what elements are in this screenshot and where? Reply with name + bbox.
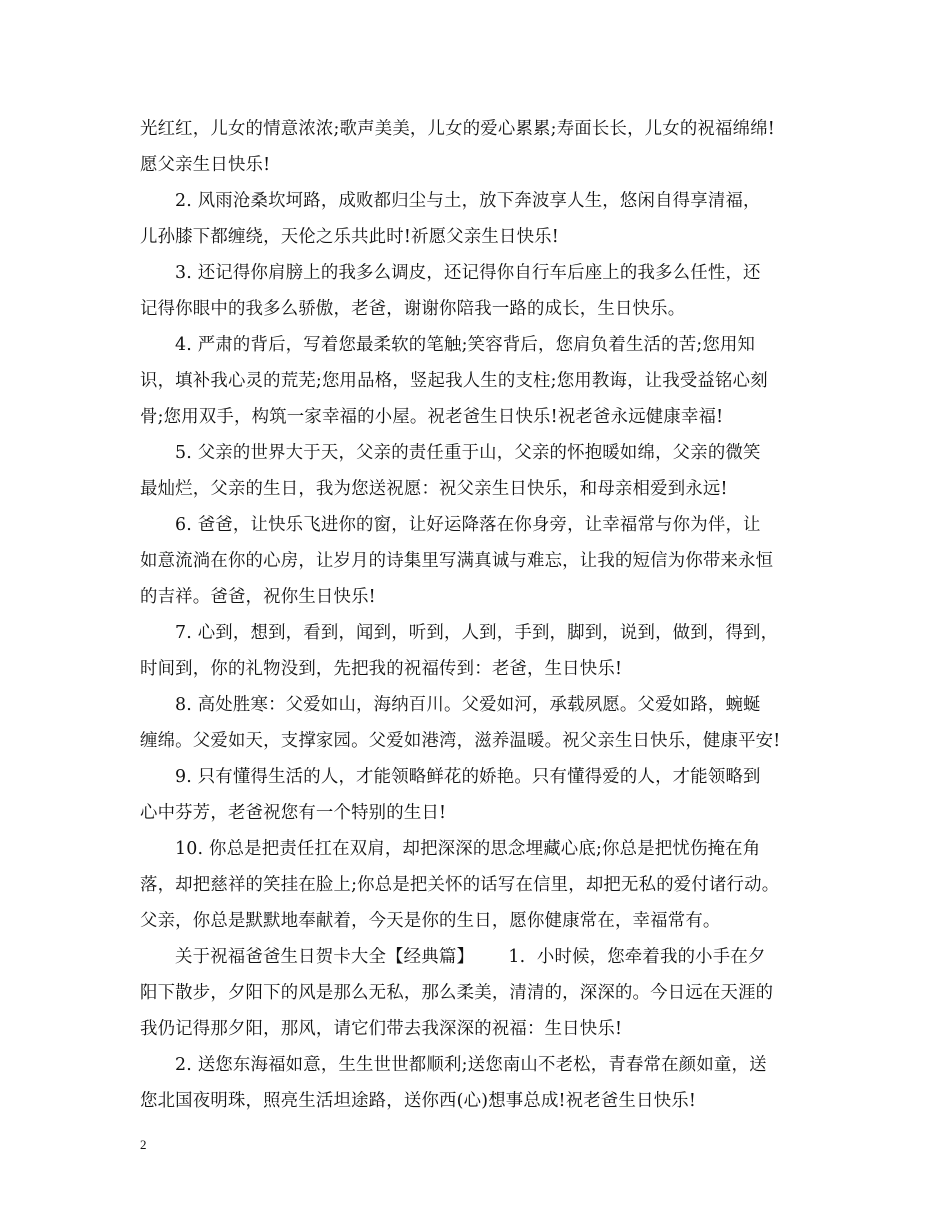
text-line: 关于祝福爸爸生日贺卡大全【经典篇】 1. 小时候，您牵着我的小手在夕 [175,947,766,967]
text-line: 落，却把慈祥的笑挂在脸上;你总是把关怀的话写在信里，却把无私的爱付诸行动。 [140,875,780,895]
text-line: 9. 只有懂得生活的人，才能领略鲜花的娇艳。只有懂得爱的人，才能领略到 [175,767,761,787]
text-line: 4. 严肃的背后，写着您最柔软的笔触;笑容背后，您肩负着生活的苦;您用知 [175,335,756,355]
text-line: 5. 父亲的世界大于天，父亲的责任重于山，父亲的怀抱暖如绵，父亲的微笑 [175,443,761,463]
text-line: 2. 风雨沧桑坎坷路，成败都归尘与土，放下奔波享人生，悠闲自得享清福， [175,191,761,211]
text-line: 愿父亲生日快乐! [140,155,271,175]
text-line: 2. 送您东海福如意，生生世世都顺利;送您南山不老松，青春常在颜如童，送 [175,1055,767,1075]
text-line: 时间到，你的礼物没到，先把我的祝福传到：老爸，生日快乐! [140,659,623,679]
text-line: 缠绵。父爱如天，支撑家园。父爱如港湾，滋养温暖。祝父亲生日快乐，健康平安! [140,731,781,751]
text-line: 父亲，你总是默默地奉献着，今天是你的生日，愿你健康常在，幸福常有。 [140,911,721,931]
page-number: 2 [140,1137,147,1152]
text-line: 心中芬芳，老爸祝您有一个特别的生日! [140,803,447,823]
text-line: 6. 爸爸，让快乐飞进你的窗，让好运降落在你身旁，让幸福常与你为伴，让 [175,515,761,535]
text-line: 的吉祥。爸爸，祝你生日快乐! [140,587,376,607]
text-line: 您北国夜明珠，照亮生活坦途路，送你西(心)想事总成!祝老爸生日快乐! [140,1091,697,1111]
text-line: 最灿烂，父亲的生日，我为您送祝愿：祝父亲生日快乐，和母亲相爱到永远! [140,479,728,499]
text-line: 儿孙膝下都缠绕，天伦之乐共此时!祈愿父亲生日快乐! [140,227,559,247]
text-line: 8. 高处胜寒：父爱如山，海纳百川。父爱如河，承载夙愿。父爱如路，蜿蜒 [175,695,761,715]
text-line: 识，填补我心灵的荒芜;您用品格，竖起我人生的支柱;您用教诲，让我受益铭心刻 [140,371,768,391]
text-line: 7. 心到，想到，看到，闻到，听到，人到，手到，脚到，说到，做到，得到， [175,623,779,643]
text-line: 骨;您用双手，构筑一家幸福的小屋。祝老爸生日快乐!祝老爸永远健康幸福! [140,407,724,427]
text-line: 光红红，儿女的情意浓浓;歌声美美，儿女的爱心累累;寿面长长，儿女的祝福绵绵! [140,119,775,139]
text-line: 记得你眼中的我多么骄傲，老爸，谢谢你陪我一路的成长，生日快乐。 [140,299,686,319]
text-line: 我仍记得那夕阳，那风，请它们带去我深深的祝福：生日快乐! [140,1019,623,1039]
text-line: 3. 还记得你肩膀上的我多么调皮，还记得你自行车后座上的我多么任性，还 [175,263,761,283]
text-line: 如意流淌在你的心房，让岁月的诗集里写满真诚与难忘，让我的短信为你带来永恒 [140,551,774,571]
text-line: 10. 你总是把责任扛在双肩，却把深深的思念埋藏心底;你总是把忧伤掩在角 [175,839,761,859]
text-line: 阳下散步，夕阳下的风是那么无私，那么柔美，清清的，深深的。今日远在天涯的 [140,983,774,1003]
